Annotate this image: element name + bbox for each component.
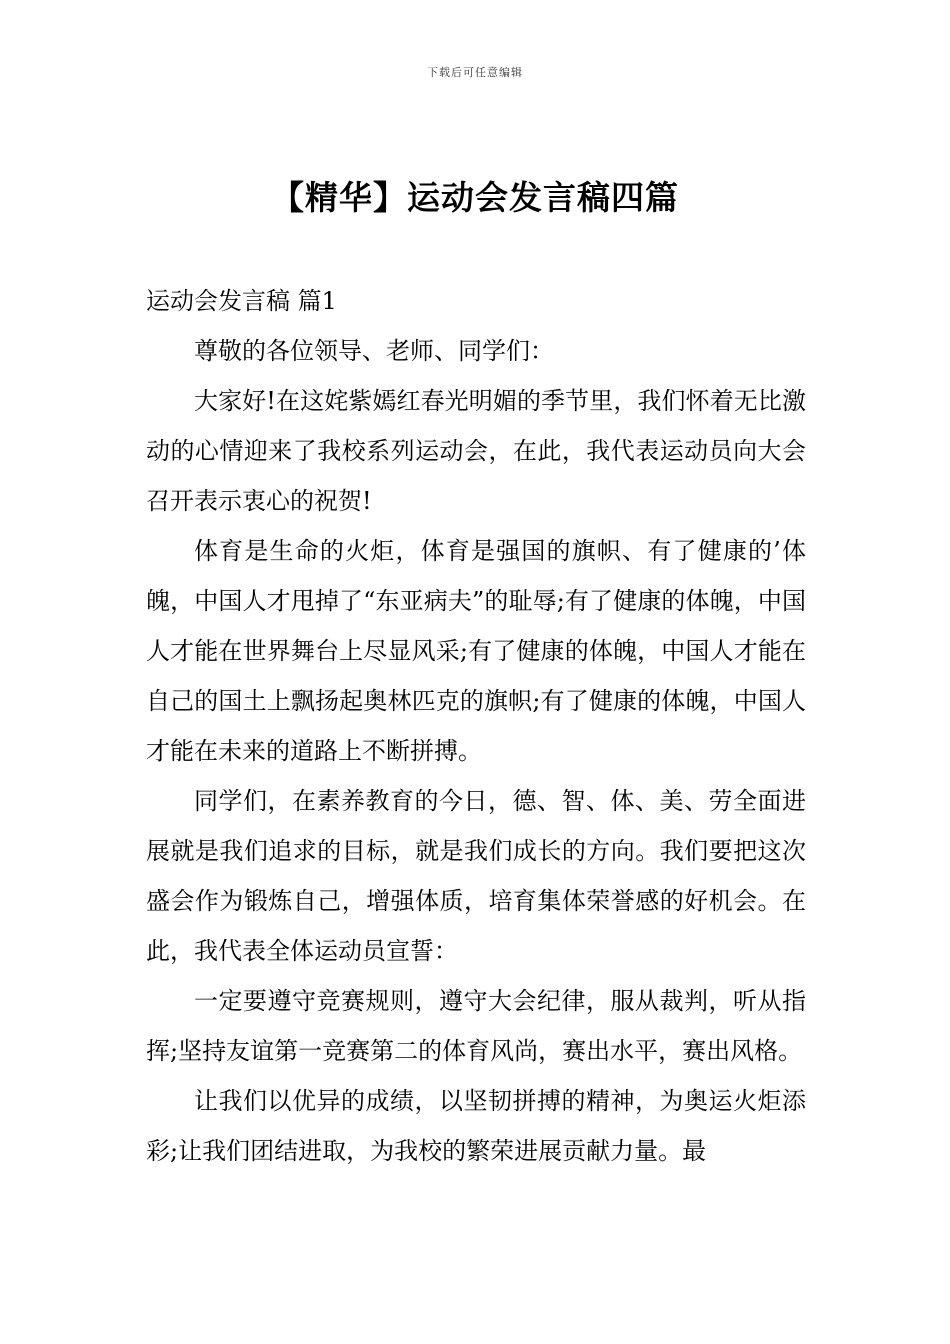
paragraph-opening: 大家好!在这姹紫嫣红春光明媚的季节里，我们怀着无比激动的心情迎来了我校系列运动会，在此，我代表运动员向大会召开表示衷心的祝贺! [146, 387, 806, 515]
document-body [146, 276, 806, 1176]
section-heading: 运动会发言稿 篇1 [146, 287, 337, 315]
header-note: 下载后可任意编辑 [427, 66, 523, 79]
paragraph-greeting: 尊敬的各位领导、老师、同学们： [194, 337, 554, 365]
paragraph-oath: 一定要遵守竞赛规则，遵守大会纪律，服从裁判，听从指挥;坚持友谊第一竞赛第二的体育风尚，赛出水平，赛出风格。 [146, 987, 806, 1065]
paragraph-goals: 同学们，在素养教育的今日，德、智、体、美、劳全面进展就是我们追求的目标，就是我们成长的方向。我们要把这次盛会作为锻炼自己，增强体质，培育集体荣誉感的好机会。在此，我代表全体运动员宣誓： [146, 787, 806, 965]
document-title: 【精华】运动会发言稿四篇 [271, 178, 679, 217]
paragraph-sports: 体育是生命的火炬，体育是强国的旗帜、有了健康的’体魄，中国人才甩掉了“东亚病夫”的耻辱;有了健康的体魄，中国人才能在世界舞台上尽显风采;有了健康的体魄，中国人才能在自己的国土上飘扬起奥林匹克的旗帜;有了健康的体魄，中国人才能在未来的道路上不断拼搏。 [146, 537, 806, 765]
paragraph-closing: 让我们以优异的成绩，以坚韧拼搏的精神，为奥运火炬添彩;让我们团结进取，为我校的繁荣进展贡献力量。最 [146, 1087, 806, 1165]
